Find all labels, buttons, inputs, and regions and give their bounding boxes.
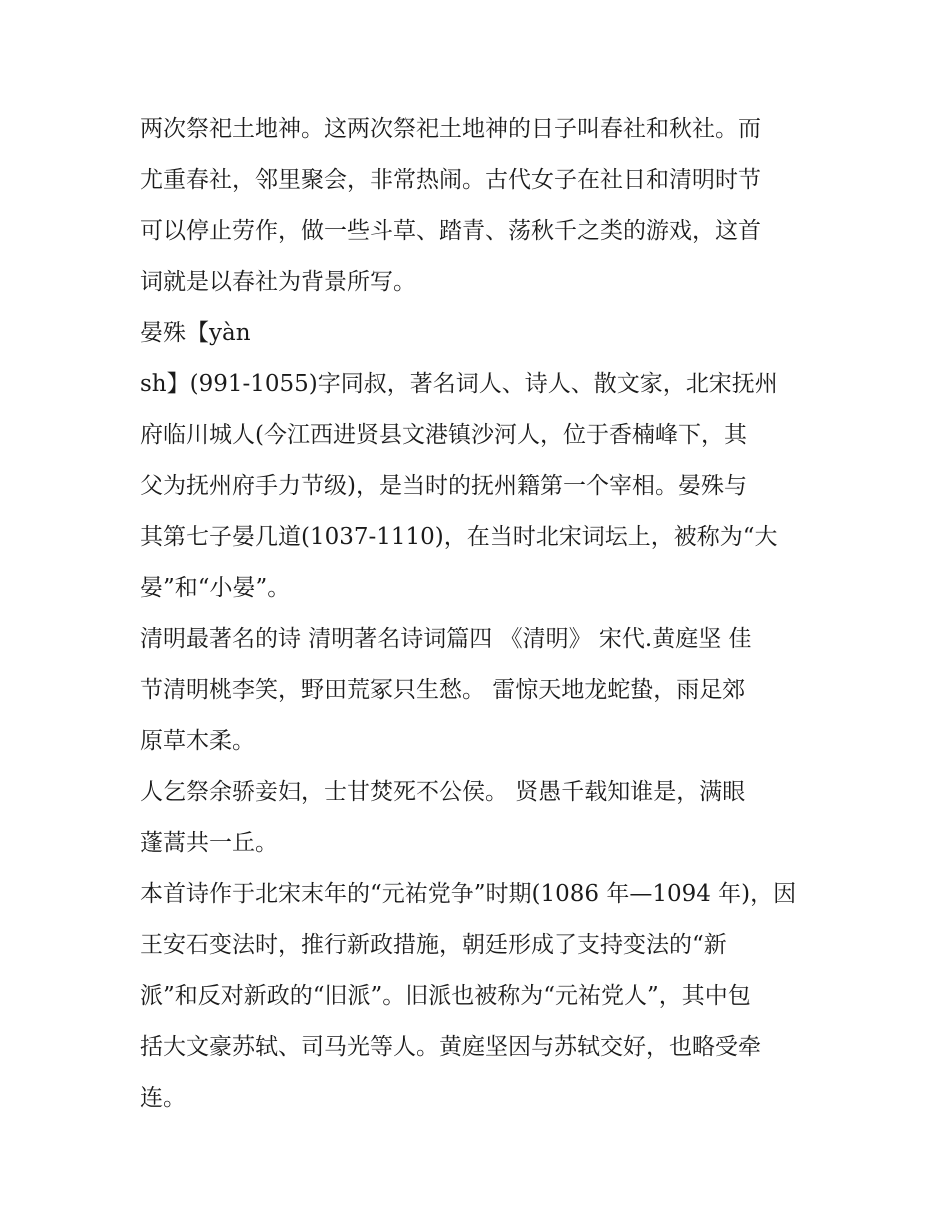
text-line: 清明最著名的诗 清明著名诗词篇四 《清明》 宋代.黄庭坚 佳 <box>140 626 752 652</box>
text-line: 晏”和“小晏”。 <box>140 575 291 601</box>
text-line: sh】(991-1055)字同叔，著名词人、诗人、散文家，北宋抚州 <box>140 371 778 397</box>
text-line: 连。 <box>140 1085 186 1111</box>
text-line: 父为抚州府手力节级)，是当时的抚州籍第一个宰相。晏殊与 <box>140 473 747 499</box>
text-line: 派”和反对新政的“旧派”。旧派也被称为“元祐党人”，其中包 <box>140 983 751 1009</box>
text-line: 蓬蒿共一丘。 <box>140 830 278 856</box>
text-line: 本首诗作于北宋末年的“元祐党争”时期(1086 年—1094 年)，因 <box>140 881 797 907</box>
text-line: 其第七子晏几道(1037-1110)，在当时北宋词坛上，被称为“大 <box>140 524 778 550</box>
text-line: 两次祭祀土地神。这两次祭祀土地神的日子叫春社和秋社。而 <box>140 116 761 142</box>
text-line: 府临川城人(今江西进贤县文港镇沙河人，位于香楠峰下，其 <box>140 422 747 448</box>
document-body <box>140 104 820 1124</box>
text-line: 王安石变法时，推行新政措施，朝廷形成了支持变法的“新 <box>140 932 727 958</box>
text-line: 节清明桃李笑，野田荒冢只生愁。 雷惊天地龙蛇蛰，雨足郊 <box>140 677 746 703</box>
text-line: 原草木柔。 <box>140 728 255 754</box>
text-line: 可以停止劳作，做一些斗草、踏青、荡秋千之类的游戏，这首 <box>140 218 761 244</box>
text-line: 晏殊【yàn <box>140 320 251 346</box>
text-line: 括大文豪苏轼、司马光等人。黄庭坚因与苏轼交好，也略受牵 <box>140 1034 761 1060</box>
text-line: 人乞祭余骄妾妇，士甘焚死不公侯。 贤愚千载知谁是，满眼 <box>140 779 746 805</box>
text-line: 词就是以春社为背景所写。 <box>140 269 416 295</box>
text-line: 尤重春社，邻里聚会，非常热闹。古代女子在社日和清明时节 <box>140 167 761 193</box>
